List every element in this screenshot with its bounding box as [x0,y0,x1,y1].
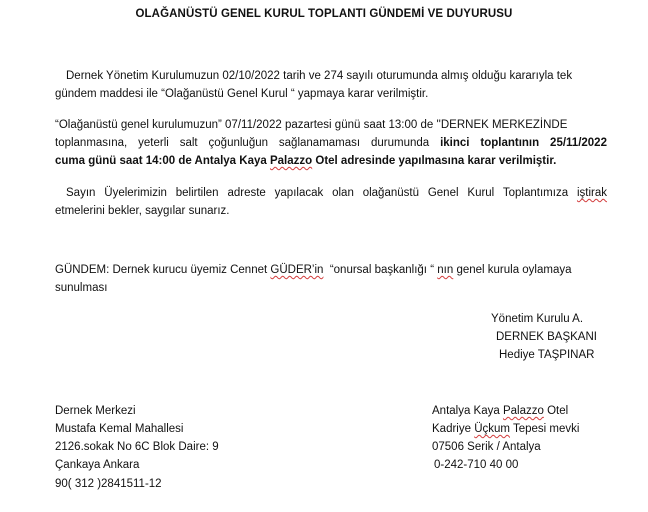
address-right-line2 [432,423,579,435]
agenda-mid: “onursal başkanlığı “ [329,264,435,276]
address-right-line2-squiggle: Üçkum [474,423,510,435]
para1-line1: Dernek Yönetim Kurulumuzun 02/10/2022 tarih ve 274 sayılı oturumunda almış olduğu kararıyla tek [66,70,573,82]
address-left-line5: 90( 312 )2841511-12 [55,478,162,490]
para2-line3-squiggle: Palazzo [269,155,313,167]
agenda-line1 [55,264,572,276]
para3-line1-squiggle: iştirak [576,187,607,199]
address-right-line3: 07506 Serik / Antalya [432,441,541,453]
para1-line2: gündem maddesi ile “Olağanüstü Genel Kurul “ yapmaya karar verilmiştir. [55,88,429,100]
agenda-line2: sunulması [55,282,108,294]
para2-line2-bold: ikinci toplantının 25/11/2022 [440,137,607,149]
signature-line2: DERNEK BAŞKANI [496,331,597,343]
agenda-post: genel kurula oylamaya [456,264,572,276]
address-left-line4: Çankaya Ankara [55,459,140,471]
address-left-line2: Mustafa Kemal Mahallesi [55,423,184,435]
para2-line3-pre: cuma günü saat 14:00 de Antalya Kaya [55,155,267,167]
para3-line1-pre: Sayın Üyelerimizin belirtilen adreste yapılacak olan olağanüstü Genel Kurul Toplantımıza [66,187,569,199]
address-right-line1-post: Otel [547,405,569,417]
document-title: OLAĞANÜSTÜ GENEL KURUL TOPLANTI GÜNDEMİ VE DUYURUSU [135,8,513,20]
para2-line3 [55,155,556,167]
address-right-line1 [432,405,568,417]
address-right-line2-post: Tepesi mevki [512,423,580,435]
address-right-line1-pre: Antalya Kaya [432,405,500,417]
para2-line2 [55,137,607,149]
para2-line1: “Olağanüstü genel kurulumuzun” 07/11/2022 pazartesi günü saat 13:00 de ''DERNEK MERKEZİNDE [55,119,568,131]
agenda-pre: GÜNDEM: Dernek kurucu üyemiz Cennet [55,264,268,276]
para3-line1 [66,187,607,199]
signature-line3: Hediye TAŞPINAR [499,349,595,361]
address-right-line2-pre: Kadriye [432,423,471,435]
address-right-line1-squiggle: Palazzo [502,405,544,417]
signature-line1: Yönetim Kurulu A. [491,313,584,325]
para2-line3-post: Otel adresinde yapılmasına karar verilmiştir. [315,155,557,167]
address-left-line3: 2126.sokak No 6C Blok Daire: 9 [55,441,219,453]
address-left-line1: Dernek Merkezi [55,405,136,417]
para3-line2: etmelerini bekler, saygılar sunarız. [55,205,230,217]
agenda-name: GÜDER’in [270,264,324,276]
address-right-line4: 0-242-710 40 00 [434,459,519,471]
agenda-suffix: nın [437,264,454,276]
para2-line2-normal: toplanmasına, yeterli salt çoğunluğun sağlanamaması durumunda [55,137,430,149]
